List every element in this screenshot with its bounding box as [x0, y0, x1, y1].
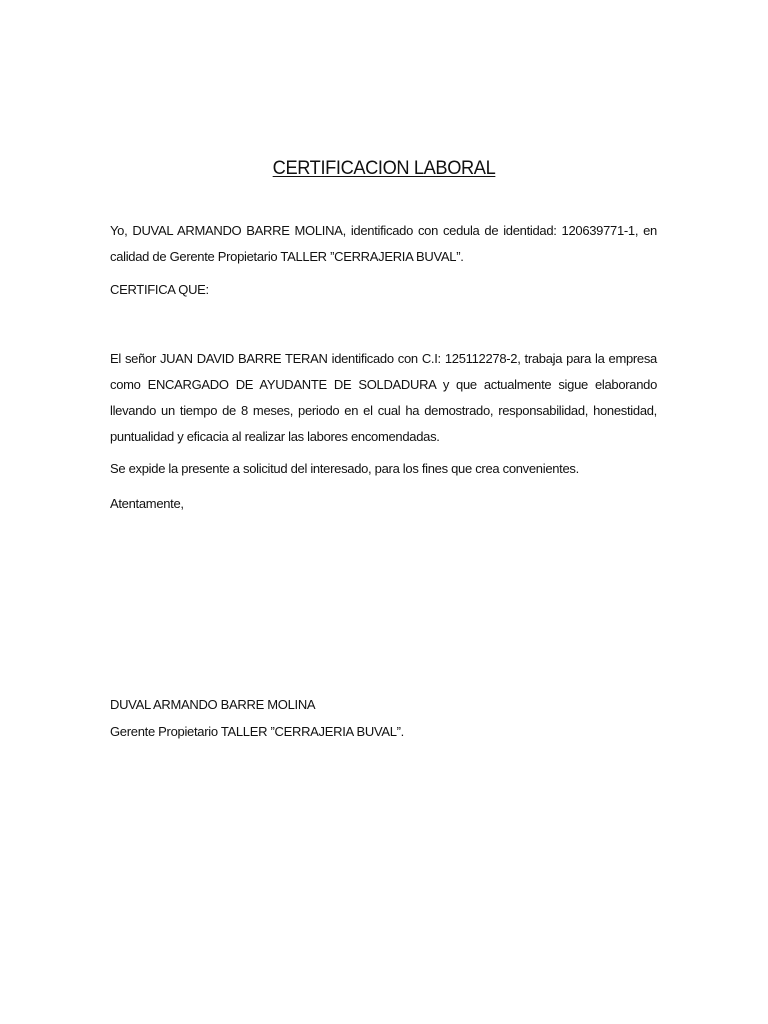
page-title: CERTIFICACION LABORAL — [272, 158, 496, 179]
closing-text: Atentamente, — [110, 496, 184, 511]
certifies-label: CERTIFICA QUE: — [110, 282, 209, 297]
signature-name: DUVAL ARMANDO BARRE MOLINA — [110, 697, 316, 712]
signature-role: Gerente Propietario TALLER ”CERRAJERIA BUVAL”. — [110, 724, 404, 739]
certification-paragraph: El señor JUAN DAVID BARRE TERAN identificado con C.I: 125112278-2, trabaja para la empresa como ENCARGADO DE AYUDANTE DE SOLDADURA y que actualmente sigue elaborando llevando un tiempo de 8 meses, periodo en el cual ha demostrado, responsabilidad, honestidad, puntualidad y eficacia al realizar las labores encomendadas. — [110, 351, 657, 444]
purpose-paragraph: Se expide la presente a solicitud del interesado, para los fines que crea convenientes. — [110, 461, 579, 476]
intro-paragraph: Yo, DUVAL ARMANDO BARRE MOLINA, identificado con cedula de identidad: 120639771-1, en calidad de Gerente Propietario TALLER ”CERRAJERIA BUVAL”. — [110, 223, 657, 264]
